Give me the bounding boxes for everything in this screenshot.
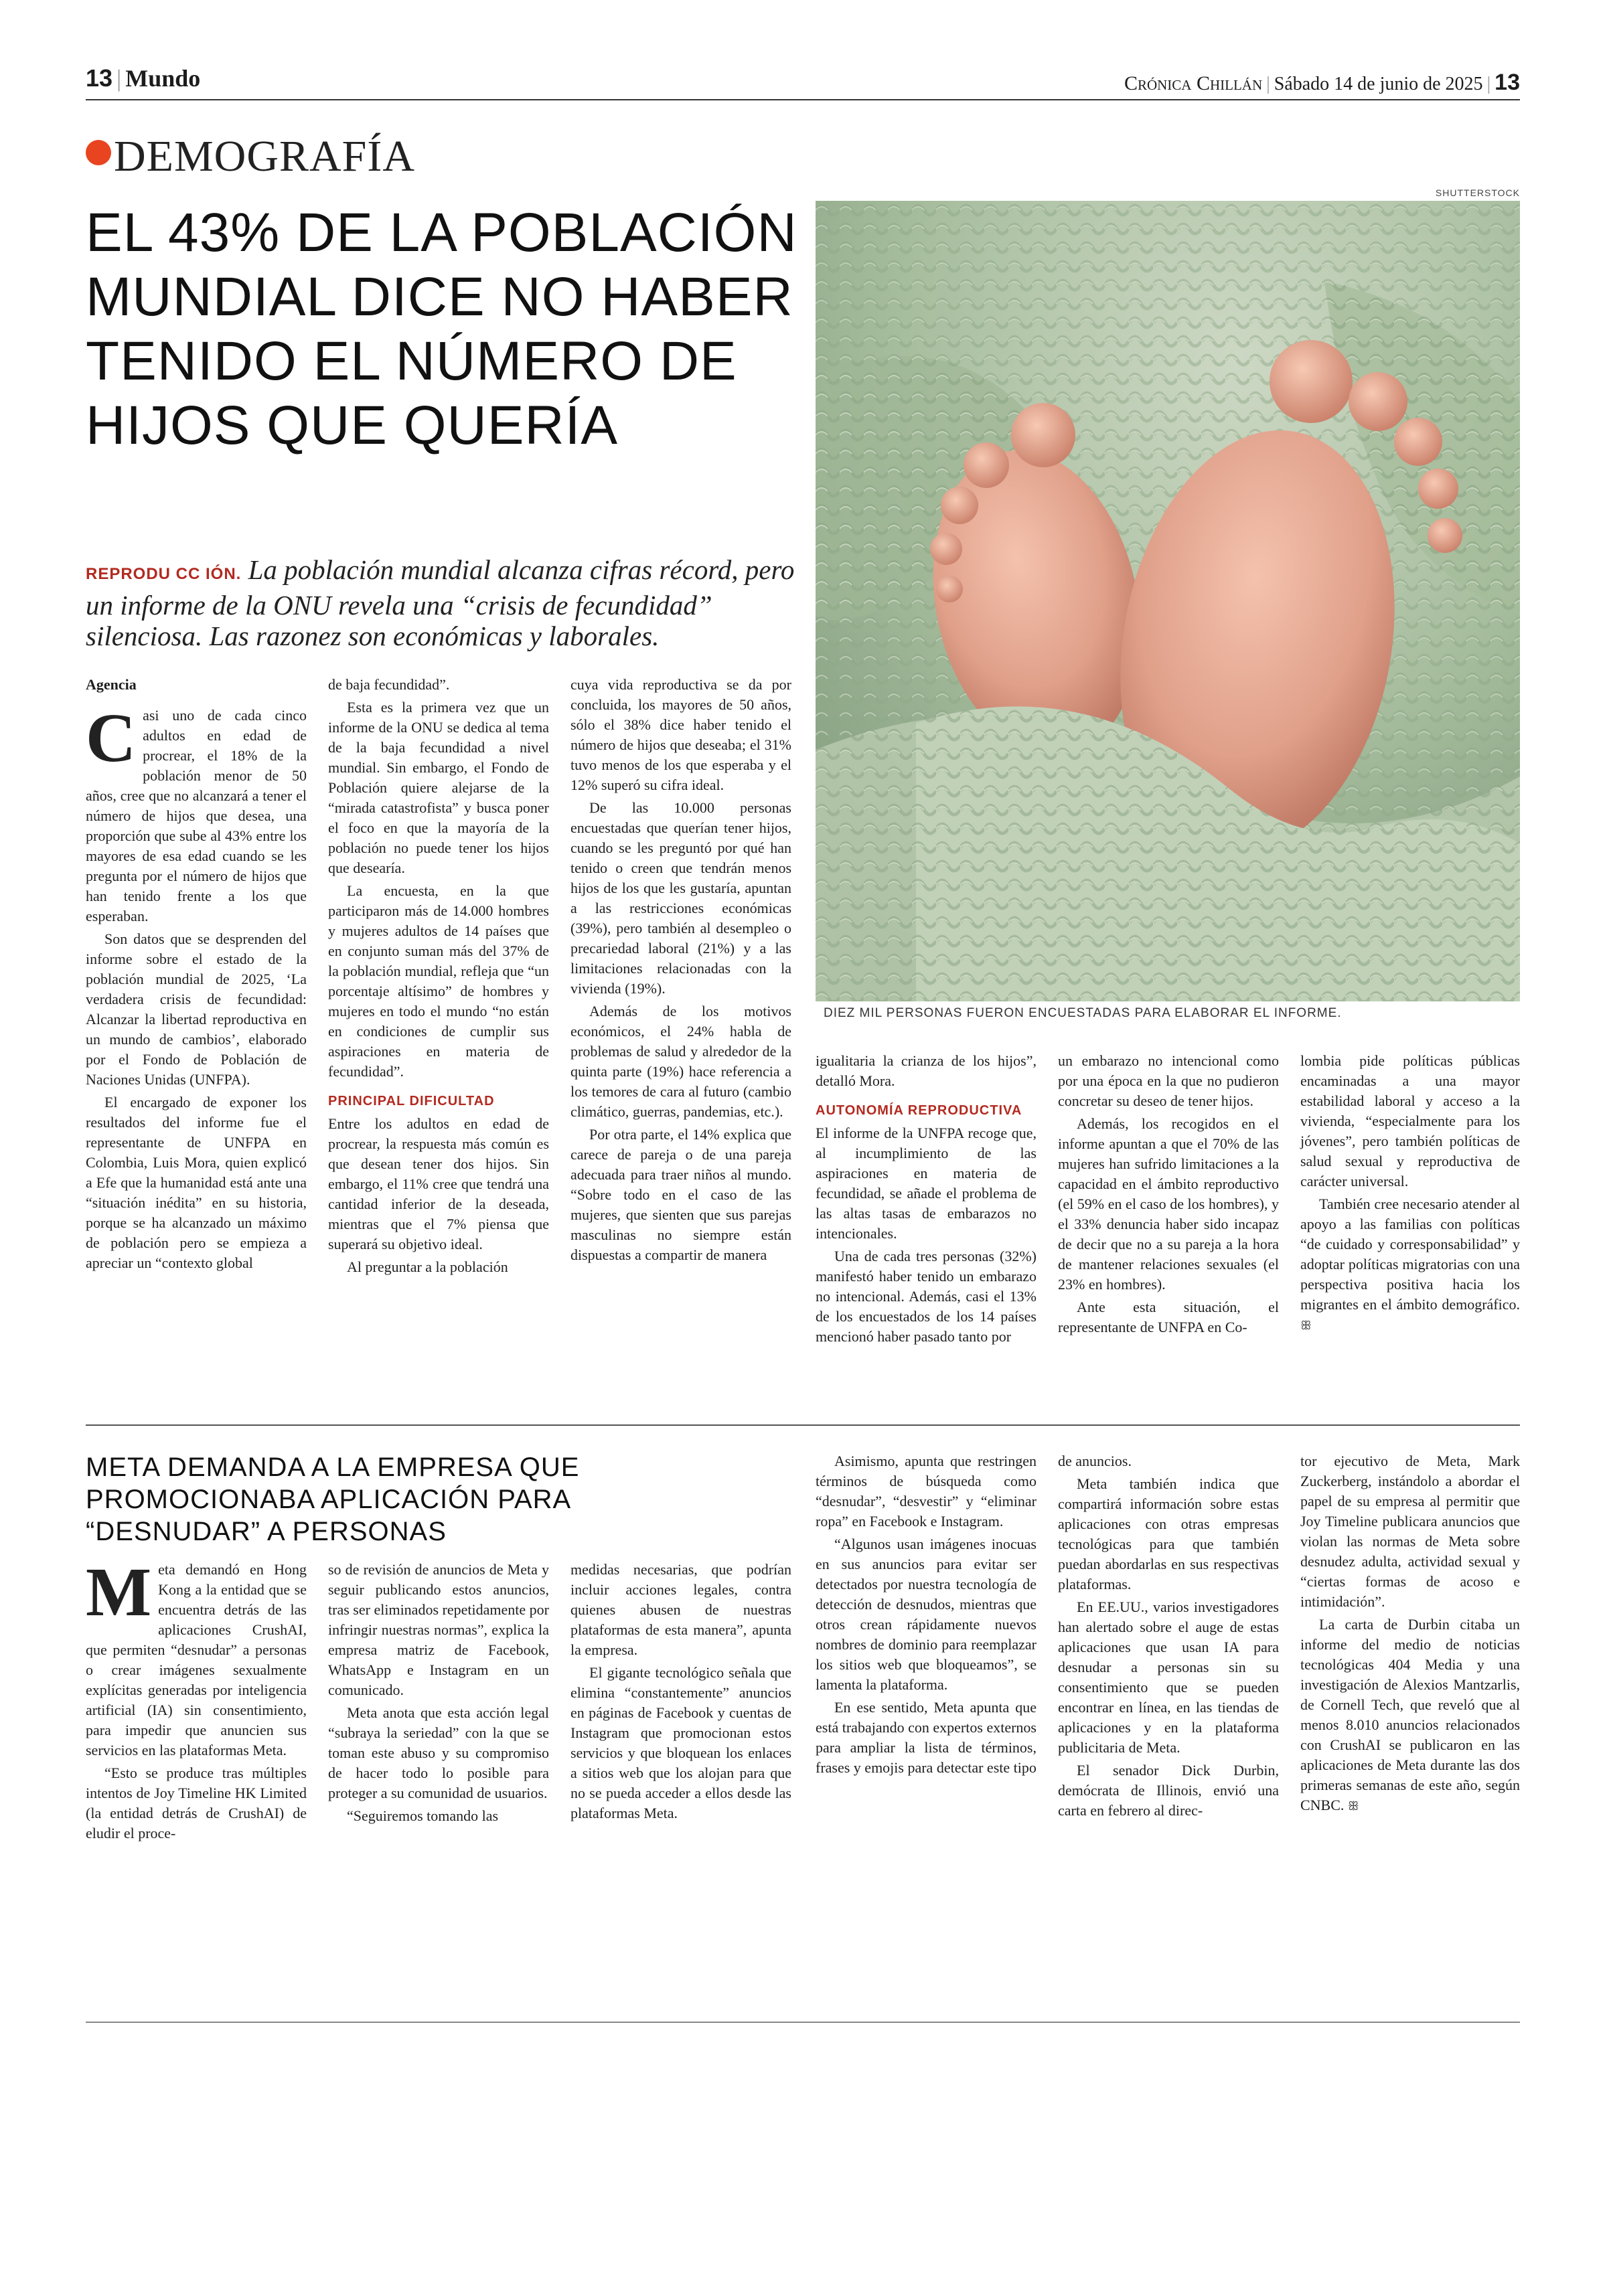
baby-feet-photo bbox=[816, 201, 1520, 1001]
article2-column-3 bbox=[570, 1560, 791, 1826]
end-mark-icon: ꕥ bbox=[1300, 1319, 1312, 1332]
paragraph: Esta es la primera vez que un informe de la ONU se dedica al tema de la baja fecundidad a nivel mundial. Sin embargo, el Fondo de Población quiere alejarse de la “mirada catastrofista” y busca poner el foco en que la mayoría de la población no puede tener los hijos que desearía. bbox=[328, 699, 549, 876]
footer-rule bbox=[86, 2022, 1520, 2023]
paragraph: “Algunos usan imágenes inocuas en sus anuncios para evitar ser detectados por nuestra tecnología de detección de desnudos, mientras que otros crean rápidamente nuevos nombres de dominio para reemplazar los sitios web que bloqueamos”, se lamenta la plataforma. bbox=[816, 1536, 1037, 1693]
lead-tag: REPRODU CC IÓN. bbox=[86, 565, 242, 583]
paragraph: Además, los recogidos en el informe apuntan a que el 70% de las mujeres han sufrido limitaciones a la capacidad en el ámbito reproductivo (el 59% en el caso de los hombres), y el 33% denuncia haber sido incapaz de decir que no a su pareja a la hora de mantener relaciones sexuales (el 23% en hombres). bbox=[1058, 1115, 1279, 1293]
paragraph: cuya vida reproductiva se da por concluida, los mayores de 50 años, sólo el 38% dice haber tenido el número de hijos que deseaba; el 31% tuvo menos de los que esperaba y el 12% superó su cifra ideal. bbox=[570, 676, 791, 793]
article1-column-4 bbox=[816, 1051, 1037, 1349]
section-title: DEMOGRAFÍA bbox=[114, 132, 416, 181]
paragraph: Meta también indica que compartirá información sobre estas aplicaciones con otras empresas tecnológicas para que también puedan abordarlas en sus respectivas plataformas. bbox=[1058, 1475, 1279, 1592]
issue-date: Sábado 14 de junio de 2025 bbox=[1274, 74, 1483, 94]
article2-headline: META DEMANDA A LA EMPRESA QUE PROMOCIONABA APLICACIÓN PARA “DESNUDAR” A PERSONAS bbox=[86, 1453, 580, 1546]
article2-column-1 bbox=[86, 1554, 307, 1846]
paragraph: medidas necesarias, que podrían incluir acciones legales, contra quienes abusen de nuestras plataformas de esta manera”, apunta la empresa. bbox=[570, 1561, 791, 1658]
paragraph: Entre los adultos en edad de procrear, la respuesta más común es que desean tener dos hijos. Sin embargo, el 11% cree que tendrá una cantidad inferior de la deseada, mientras que el 7% piensa que superará su objetivo ideal. bbox=[328, 1115, 549, 1252]
paragraph: Son datos que se desprenden del informe sobre el estado de la población mundial de 2025, ‘La verdadera crisis de fecundidad: Alcanzar la libertad reproductiva en un mundo de cambios’, elaborado por el Fondo de Población de Naciones Unidas (UNFPA). bbox=[86, 930, 307, 1088]
paragraph: un embarazo no intencional como por una época en la que no pudieron concretar su deseo de tener hijos. bbox=[1058, 1052, 1279, 1109]
article-divider bbox=[86, 1424, 1520, 1426]
paragraph: igualitaria la crianza de los hijos”, detalló Mora. bbox=[816, 1052, 1037, 1089]
paragraph: El senador Dick Durbin, demócrata de Illinois, envió una carta en febrero al direc- bbox=[1058, 1762, 1279, 1819]
article1-column-6 bbox=[1300, 1051, 1520, 1338]
paragraph: En EE.UU., varios investigadores han alertado sobre el auge de estas aplicaciones que usan IA para desnudar a personas sin su consentimiento que se pueden encontrar en línea, en las tiendas de aplicaciones y en la plataforma publicitaria de Meta. bbox=[1058, 1598, 1279, 1756]
section-heading bbox=[86, 131, 415, 182]
paragraph: Al preguntar a la población bbox=[347, 1258, 508, 1275]
byline: Agencia bbox=[86, 676, 137, 693]
page-header-right: Crónica Chillán | Sábado 14 de junio de 2025 | 13 bbox=[1124, 70, 1520, 95]
paragraph: tor ejecutivo de Meta, Mark Zuckerberg, instándolo a abordar el papel de su empresa al permitir que Joy Timeline publicara anuncios que violan las normas de Meta sobre desnudez adulta, actividad sexual y “ciertas formas de acoso e intimidación”. bbox=[1300, 1453, 1520, 1610]
paragraph: Meta demandó en Hong Kong a la entidad que se encuentra detrás de las aplicaciones CrushAI, que permiten “desnudar” a personas o crear imágenes sexualmente explícitas generadas por inteligencia artificial (IA) sin consentimiento, para impedir que anuncien sus servicios en las plataformas Meta. bbox=[86, 1554, 307, 1758]
article1-column-3 bbox=[570, 675, 791, 1268]
paragraph: También cree necesario atender al apoyo a las familias con políticas “de cuidado y corresponsabilidad” y adoptar políticas migratorias con una perspectiva positiva hacia los migrantes en el ámbito demográfico. ꕥ bbox=[1300, 1196, 1520, 1332]
newspaper-name: Crónica Chillán bbox=[1124, 72, 1263, 94]
header-rule bbox=[86, 99, 1520, 100]
paragraph: de anuncios. bbox=[1058, 1453, 1132, 1469]
paragraph: lombia pide políticas públicas encaminadas a una mayor estabilidad laboral y acceso a la vivienda, “especialmente para los jóvenes”, pero también políticas de salud sexual y reproductiva de carácter universal. bbox=[1300, 1052, 1520, 1190]
subheading: AUTONOMÍA REPRODUCTIVA bbox=[816, 1103, 1022, 1118]
article-lead bbox=[86, 554, 795, 651]
article-headline: EL 43% DE LA POBLACIÓN MUNDIAL DICE NO HABER TENIDO EL NÚMERO DE HIJOS QUE QUERÍA bbox=[86, 202, 797, 456]
section-dot-icon bbox=[86, 140, 111, 165]
drop-cap: C bbox=[86, 700, 137, 776]
page-header-left: 13 | Mundo bbox=[86, 64, 201, 92]
paragraph: La carta de Durbin citaba un informe del medio de noticias tecnológicas 404 Media y una investigación de Alexios Mantzarlis, de Cornell Tech, que reveló que al menos 8.010 anuncios relacionados con CrushAI se publicaron en las aplicaciones de Meta durante las dos primeras semanas de este año, según CNBC. ꕥ bbox=[1300, 1616, 1520, 1813]
article1-column-2 bbox=[328, 675, 549, 1280]
end-mark-icon: ꕥ bbox=[1347, 1799, 1359, 1813]
page-number: 13 bbox=[86, 64, 113, 92]
paragraph: de baja fecundidad”. bbox=[328, 676, 450, 693]
paragraph: “Seguiremos tomando las bbox=[347, 1807, 499, 1824]
paragraph: Casi uno de cada cinco adultos en edad de procrear, el 18% de la población menor de 50 años, cree que no alcanzará a tener el número de hijos que desea, una proporción que sube al 43% entre los mayores de esa edad cuando se les pregunta por el número de hijos que han tenido frente a los que esperaban. bbox=[86, 700, 307, 924]
paragraph: Además de los motivos económicos, el 24% habla de problemas de salud y alrededor de la quinta parte (19%) hace referencia a los temores de cara al futuro (cambio climático, guerras, pandemias, etc.). bbox=[570, 1003, 791, 1120]
article1-column-1 bbox=[86, 675, 307, 1276]
paragraph: El encargado de exponer los resultados del informe fue el representante de UNFPA en Colombia, Luis Mora, quien explicó a Efe que la humanidad está ante una “situación inédita” en su historia, porque se ha alcanzado un máximo de población pero se empieza a apreciar un “contexto global bbox=[86, 1094, 307, 1271]
article2-column-4 bbox=[816, 1451, 1037, 1781]
paragraph: Meta anota que esta acción legal “subraya la seriedad” con la que se toman este abuso y su compromiso de hacer todo lo posible para proteger a su comunidad de usuarios. bbox=[328, 1704, 549, 1801]
article2-column-6 bbox=[1300, 1451, 1520, 1819]
paragraph: El informe de la UNFPA recoge que, al incumplimiento de las aspiraciones en materia de fecundidad, se añade el problema de las altas tasas de embarazos no intencionales. bbox=[816, 1125, 1037, 1242]
article1-column-5 bbox=[1058, 1051, 1279, 1340]
section-label: Mundo bbox=[125, 65, 201, 92]
subheading: PRINCIPAL DIFICULTAD bbox=[328, 1094, 495, 1109]
paragraph: “Esto se produce tras múltiples intentos de Joy Timeline HK Limited (la entidad detrás de CrushAI) de eludir el proce- bbox=[86, 1765, 307, 1841]
photo-credit: SHUTTERSTOCK bbox=[1435, 187, 1520, 198]
paragraph: En ese sentido, Meta apunta que está trabajando con expertos externos para ampliar la lista de términos, frases y emojis para detectar este tipo bbox=[816, 1699, 1037, 1776]
paragraph: Asimismo, apunta que restringen términos de búsqueda como “desnudar”, “desvestir” y “eliminar ropa” en Facebook e Instagram. bbox=[816, 1453, 1037, 1530]
page-number-right: 13 bbox=[1495, 70, 1520, 95]
paragraph: Por otra parte, el 14% explica que carece de pareja o de una pareja adecuada para traer niños al mundo. “Sobre todo en el caso de las mujeres, que sienten que sus parejas masculinas no siempre están dispuestas a compartir de manera bbox=[570, 1126, 791, 1263]
article2-column-5 bbox=[1058, 1451, 1279, 1823]
paragraph: Una de cada tres personas (32%) manifestó haber tenido un embarazo no intencional. Además, casi el 13% de los encuestados de los 14 países mencionó haber pasado tanto por bbox=[816, 1248, 1037, 1345]
lead-text: La población mundial alcanza cifras récord, pero un informe de la ONU revela una “crisis de fecundidad” silenciosa. Las razonez son económicas y laborales. bbox=[86, 554, 795, 651]
paragraph: La encuesta, en la que participaron más de 14.000 hombres y mujeres adultos de 14 países que en conjunto suman más del 37% de la población mundial, refleja que “un porcentaje altísimo” de hombres y mujeres en todo el mundo “no están en condiciones de cumplir sus aspiraciones en materia de fecundidad”. bbox=[328, 882, 549, 1080]
paragraph: El gigante tecnológico señala que elimina “constantemente” anuncios en páginas de Facebook y cuentas de Instagram que promocionan estos servicios y que bloquean los enlaces a sitios web que los alojan para que no se pueda acceder a ellos desde las plataformas Meta. bbox=[570, 1664, 791, 1821]
photo-caption: DIEZ MIL PERSONAS FUERON ENCUESTADAS PARA ELABORAR EL INFORME. bbox=[824, 1006, 1342, 1020]
drop-cap: M bbox=[86, 1554, 152, 1631]
paragraph: De las 10.000 personas encuestadas que querían tener hijos, cuando se les preguntó por qué han tenido o creen que tendrán menos hijos de los que les gustaría, apuntan a las restricciones económicas (39%), pero también al desempleo o precariedad laboral (21%) y a las limitaciones relacionadas con la vivienda (19%). bbox=[570, 799, 791, 997]
article2-column-2 bbox=[328, 1560, 549, 1829]
paragraph: so de revisión de anuncios de Meta y seguir publicando estos anuncios, tras ser eliminados repetidamente por infringir nuestras normas”, explica la empresa matriz de Facebook, WhatsApp e Instagram en un comunicado. bbox=[328, 1561, 549, 1698]
paragraph: Ante esta situación, el representante de UNFPA en Co- bbox=[1058, 1299, 1279, 1335]
